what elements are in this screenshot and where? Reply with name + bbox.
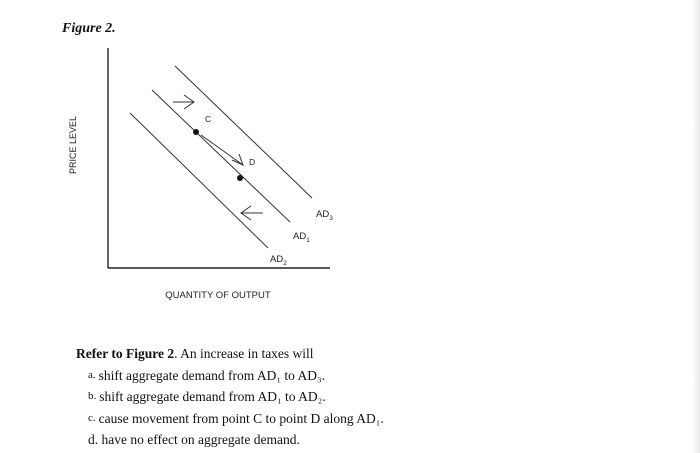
option-text: cause movement from point C to point D along AD₁. (98, 410, 384, 426)
option-c[interactable] (76, 408, 384, 430)
shift-right-arrow-icon (173, 95, 194, 109)
x-axis-label: QUANTITY OF OUTPUT (165, 290, 271, 301)
y-axis-label: PRICE LEVEL (68, 115, 78, 175)
option-letter: a. (88, 368, 96, 381)
figure-title: Figure 2. (62, 21, 116, 36)
point-c-marker (193, 129, 199, 135)
point-d-label: D (249, 157, 256, 167)
ad1-label: $AD_1$ (293, 231, 310, 244)
point-c-label: C (205, 114, 212, 124)
option-d[interactable] (76, 429, 384, 451)
ad2-label: $AD_2$ (270, 254, 287, 267)
shift-left-arrow-icon (241, 206, 263, 220)
stem-text: . An increase in taxes will (174, 346, 314, 361)
option-letter: d. (88, 432, 99, 447)
question-stem (76, 343, 384, 365)
movement-arrow-icon (201, 135, 243, 165)
question-block (76, 343, 384, 451)
point-d-marker (237, 175, 243, 181)
option-text: shift aggregate demand from AD₁ to AD₂. (99, 389, 326, 404)
option-a[interactable] (76, 365, 384, 387)
ad3-label: $AD_3$ (316, 209, 333, 222)
option-text: have no effect on aggregate demand. (101, 432, 300, 447)
option-text: shift aggregate demand from AD₁ to AD₃. (98, 367, 326, 383)
option-letter: b. (88, 390, 97, 402)
option-letter: c. (88, 411, 96, 424)
stem-reference: Refer to Figure 2 (76, 346, 175, 361)
option-b[interactable] (76, 386, 384, 408)
